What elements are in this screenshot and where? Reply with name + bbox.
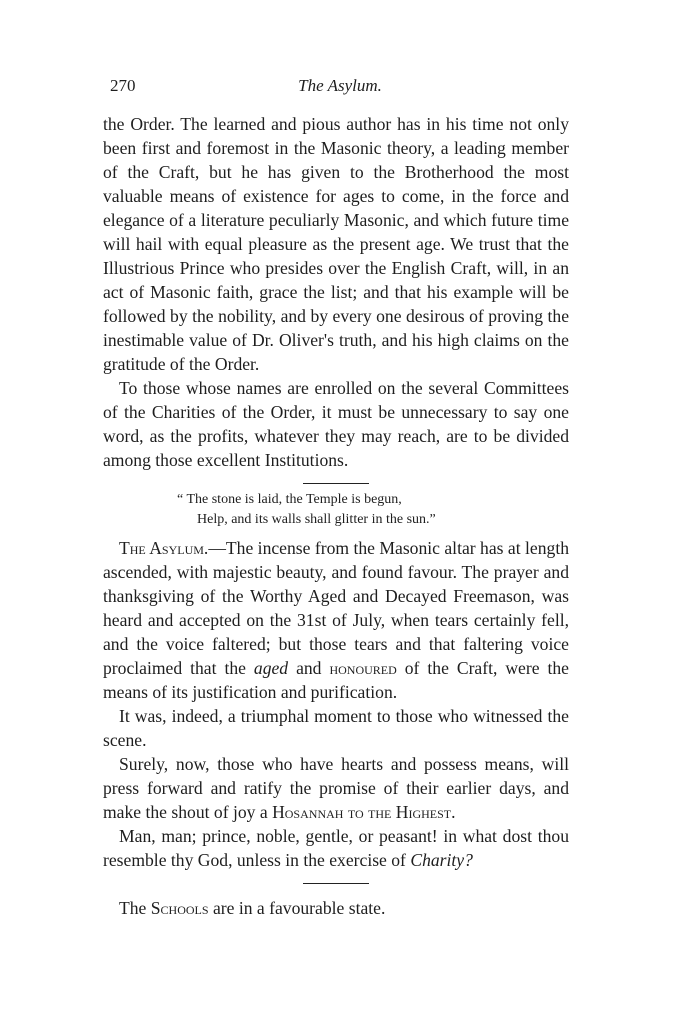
schools-start: The	[119, 898, 151, 918]
asylum-text-1: —The incense from the Masonic altar has at length ascended, with majestic beauty, and found favour. The prayer and thanksgiving of the Worthy Aged and Decayed Freemason, was heard and accepted on the 31st of July, when tears certainly fell, and the voice faltered; but those tears and that faltering voice proclaimed that the	[103, 538, 570, 678]
man-text: Man, man; prince, noble, gentle, or peasant! in what dost thou resemble thy God, unless in the exercise of	[103, 826, 569, 870]
paragraph-surely	[103, 752, 569, 824]
paragraph-asylum	[103, 536, 569, 704]
and-text: and	[288, 658, 330, 678]
verse-line-1: “ The stone is laid, the Temple is begun,	[177, 492, 402, 507]
paragraph-man	[103, 824, 569, 872]
asylum-heading: The Asylum.	[119, 538, 209, 558]
honoured-smallcaps: honoured	[329, 658, 397, 678]
paragraph-schools	[103, 896, 569, 920]
schools-end: are in a favourable state.	[208, 898, 386, 918]
page-body	[103, 112, 569, 920]
paragraph-order-continuation: the Order. The learned and pious author has in his time not only been first and foremost in the Masonic theory, a leading member of the Craft, but he has given to the Brotherhood the most valuable means of existence for ages to come, in the force and elegance of a literature peculiarly Masonic, and which future time will hail with equal pleasure as the present age. We trust that the Illustrious Prince who presides over the English Craft, will, in an act of Masonic faith, grace the list; and that his example will be followed by the nobility, and by every one desirous of proving the inestimable value of Dr. Oliver's truth, and his high claims on the gratitude of the Order.	[103, 114, 569, 374]
verse-line-2: Help, and its walls shall glitter in the sun.”	[197, 512, 436, 527]
aged-italic: aged	[253, 658, 289, 678]
paragraph-triumphal: It was, indeed, a triumphal moment to those who witnessed the scene.	[103, 706, 569, 750]
asylum-text-2: of the Craft, were the means of its justification and purification.	[103, 658, 569, 702]
verse-quotation	[177, 490, 569, 530]
page-header	[110, 76, 570, 100]
schools-smallcaps: Schools	[150, 898, 209, 918]
surely-end: .	[451, 802, 456, 822]
hosannah-smallcaps: Hosannah to the Highest	[272, 802, 452, 822]
charity-italic: Charity?	[410, 850, 473, 870]
section-divider	[303, 483, 369, 484]
paragraph-committees: To those whose names are enrolled on the several Committees of the Charities of the Order, it must be unnecessary to say one word, as the profits, whatever they may reach, are to be divided among those excellent Institutions.	[103, 378, 569, 470]
surely-text: Surely, now, those who have hearts and possess means, will press forward and ratify the promise of their earlier days, and make the shout of joy a	[103, 754, 569, 822]
page-number: 270	[110, 76, 136, 95]
running-title: The Asylum.	[298, 76, 382, 95]
